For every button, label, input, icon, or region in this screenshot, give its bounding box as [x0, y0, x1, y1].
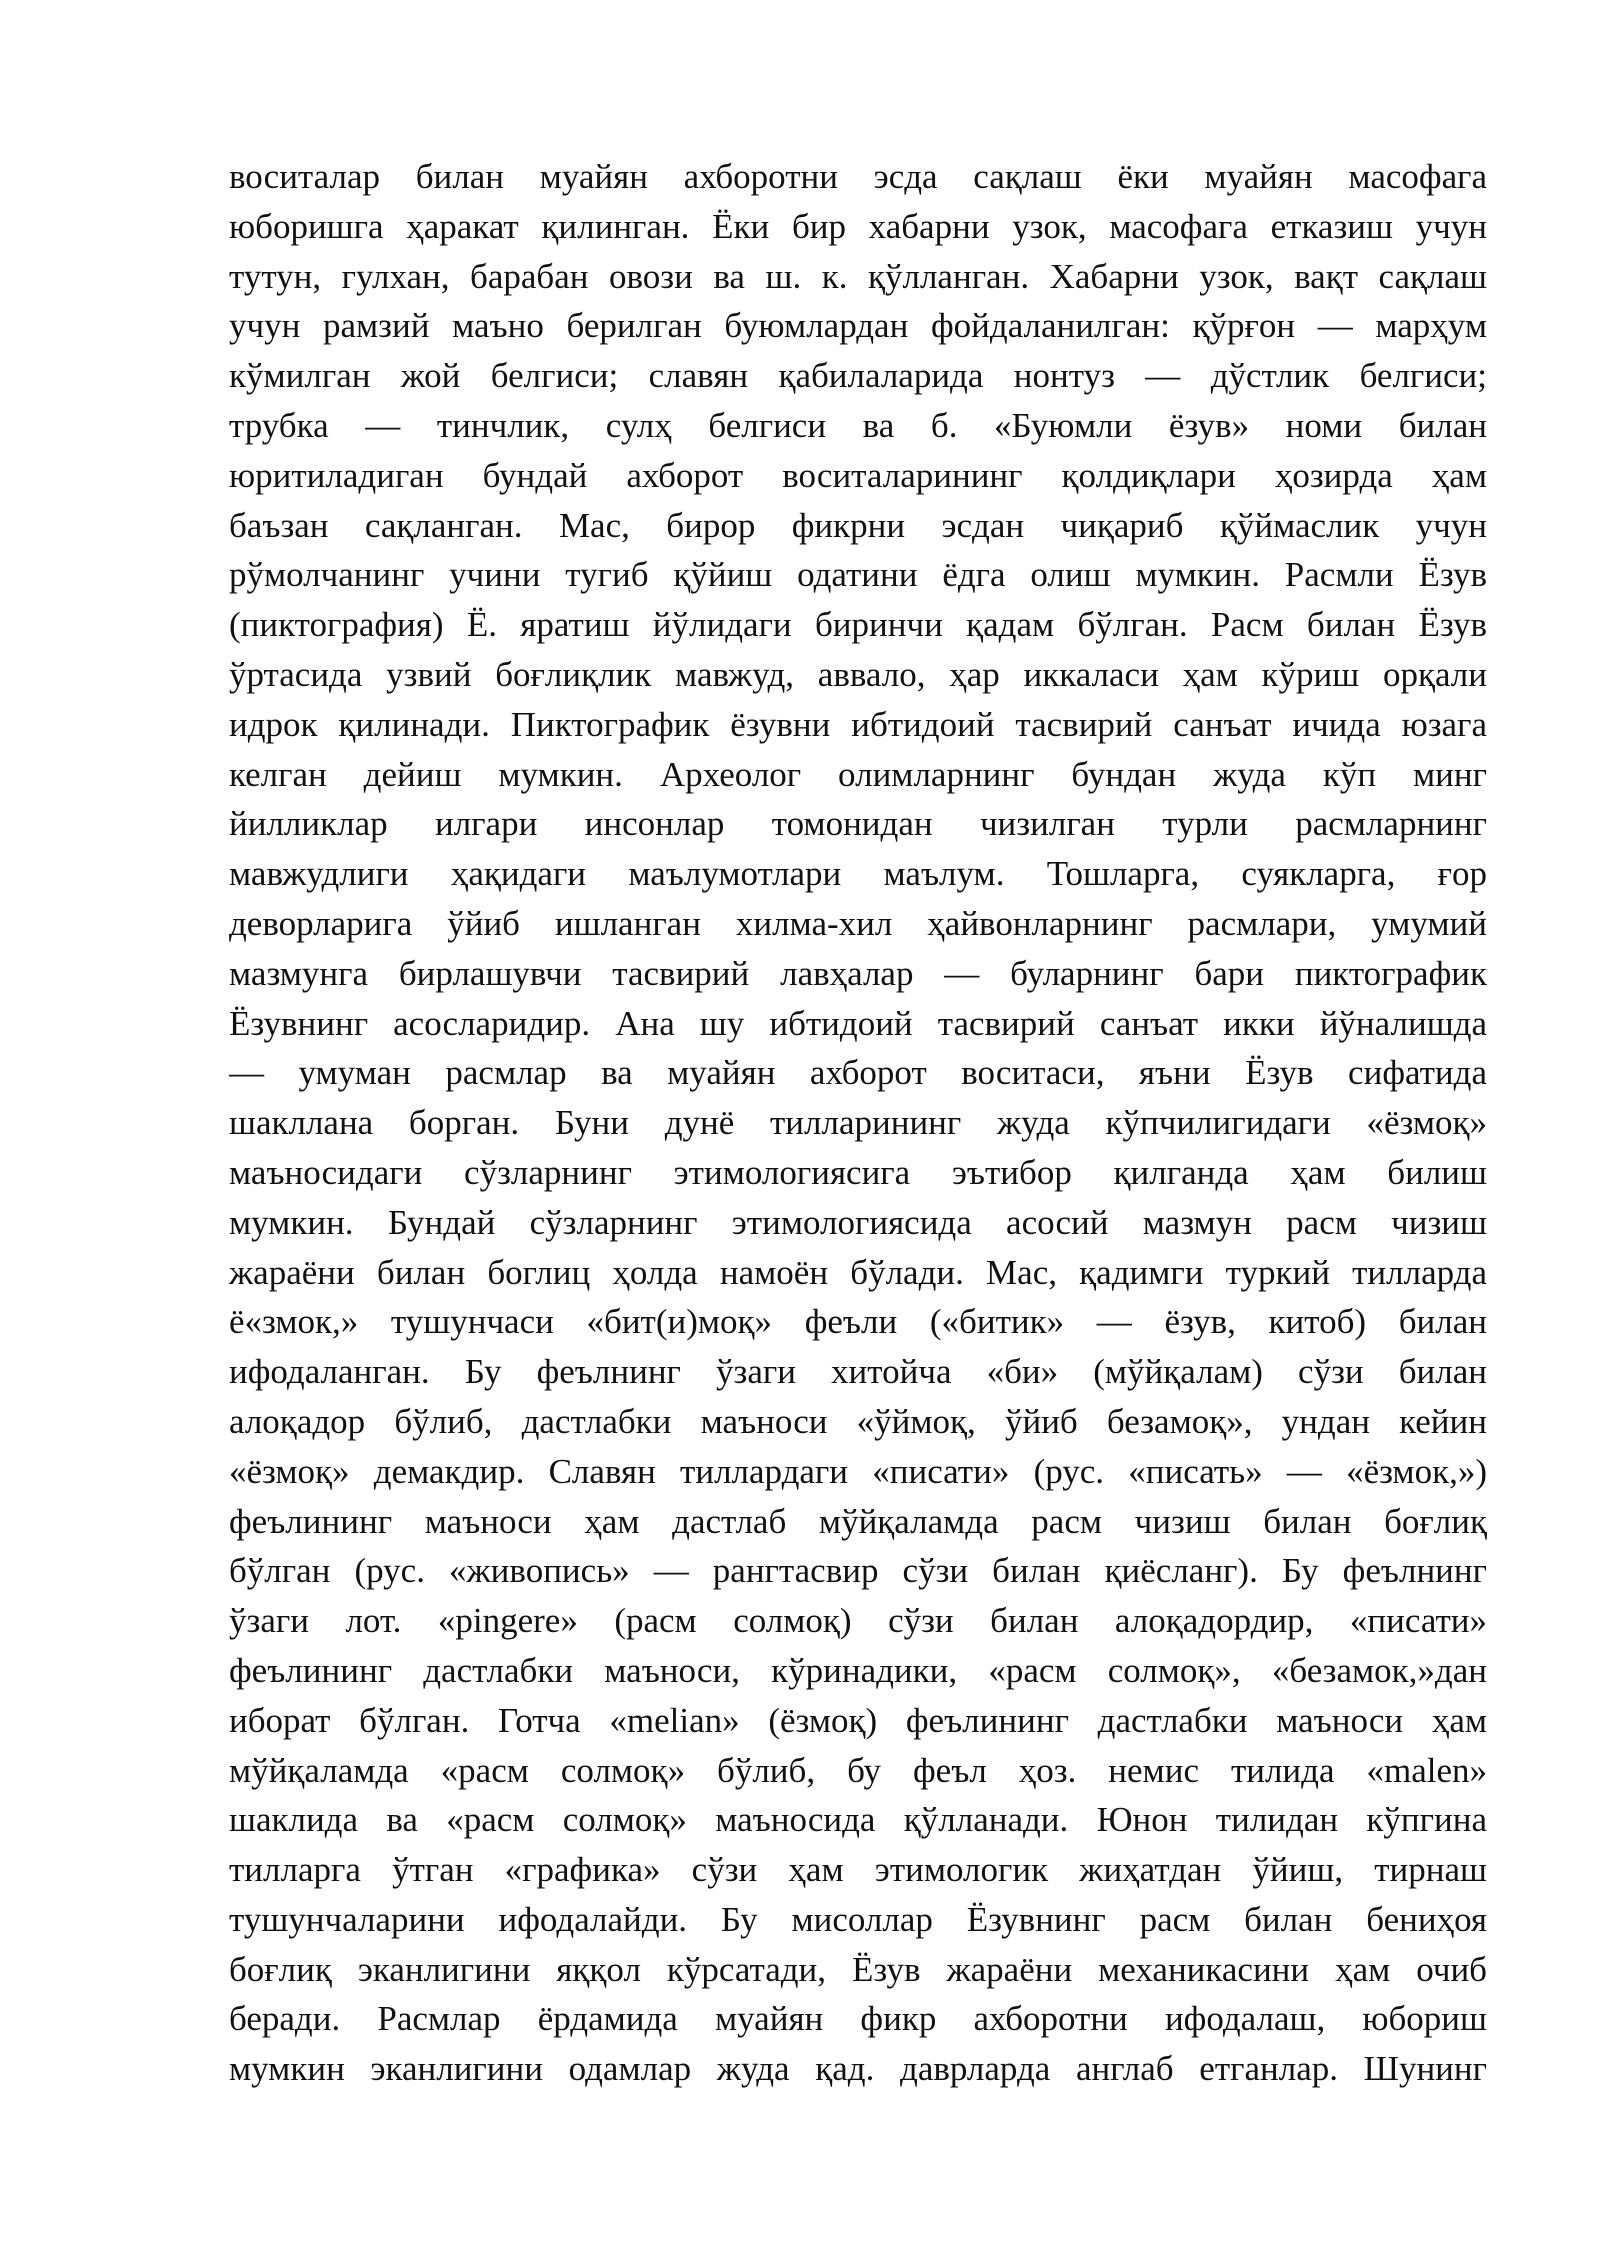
text-line: воситалар билан муайян ахборотни эсда сақлаш ёки муайян масофага — [229, 157, 1487, 196]
text-line: маъносидаги сўзларнинг этимологиясига эътибор қилганда ҳам билиш — [229, 1152, 1487, 1192]
text-line: ифодаланган. Бу феълнинг ўзаги хитойча «би» (мўйқалам) сўзи билан — [229, 1352, 1487, 1392]
text-line: шакллана борган. Буни дунё тилларининг жуда кўпчилигидаги «ёзмоқ» — [229, 1103, 1487, 1143]
text-line: учун рамзий маъно берилган буюмлардан фойдаланилган: қўрғон — марҳум — [229, 306, 1487, 346]
text-line: ўзаги лот. «pingere» (расм солмоқ) сўзи билан алоқадордир, «писати» — [229, 1601, 1487, 1641]
text-line: трубка — тинчлик, сулҳ белгиси ва б. «Буюмли ёзув» номи билан — [229, 405, 1487, 445]
text-line: ўртасида узвий боғлиқлик мавжуд, аввало, ҳар иккаласи ҳам кўриш орқали — [229, 654, 1487, 694]
text-line: мавжудлиги ҳақидаги маълумотлари маълум. Тошларга, суякларга, ғор — [229, 854, 1487, 894]
text-line: деворларига ўйиб ишланган хилма-хил ҳайвонларнинг расмлари, умумий — [229, 903, 1487, 943]
text-line: алоқадор бўлиб, дастлабки маъноси «ўймоқ, ўйиб безамоқ», ундан кейин — [229, 1401, 1487, 1441]
text-line: тилларга ўтган «графика» сўзи ҳам этимологик жиҳатдан ўйиш, тирнаш — [229, 1850, 1487, 1890]
text-line: шаклида ва «расм солмоқ» маъносида қўлланади. Юнон тилидан кўпгина — [229, 1800, 1487, 1840]
text-line: жараёни билан боглиц ҳолда намоён бўлади. Мас, қадимги туркий тилларда — [229, 1252, 1487, 1292]
text-line: иборат бўлган. Готча «melian» (ёзмоқ) феълининг дастлабки маъноси ҳам — [229, 1700, 1487, 1740]
text-line: йилликлар илгари инсонлар томонидан чизилган турли расмларнинг — [229, 804, 1487, 844]
text-line: Ёзувнинг асосларидир. Ана шу ибтидоий тасвирий санъат икки йўналишда — [229, 1003, 1487, 1043]
text-line: боғлиқ эканлигини яққол кўрсатади, Ёзув жараёни механикасини ҳам очиб — [229, 1949, 1487, 1989]
text-line: мазмунга бирлашувчи тасвирий лавҳалар — буларнинг бари пиктографик — [229, 953, 1487, 993]
text-line: кўмилган жой белгиси; славян қабилаларида нонтуз — дўстлик белгиси; — [229, 356, 1487, 396]
text-line: юритиладиган бундай ахборот воситаларининг қолдиқлари ҳозирда ҳам — [229, 455, 1487, 495]
text-line: — умуман расмлар ва муайян ахборот воситаси, яъни Ёзув сифатида — [229, 1053, 1487, 1093]
text-line: мумкин эканлигини одамлар жуда қад. даврларда англаб етганлар. Шунинг — [229, 2049, 1487, 2089]
text-line: мумкин. Бундай сўзларнинг этимологиясида асосий мазмун расм чизиш — [229, 1202, 1487, 1242]
text-line: бўлган (рус. «живопись» — рангтасвир сўзи билан қиёсланг). Бу феълнинг — [229, 1551, 1487, 1591]
text-line: «ёзмоқ» демакдир. Славян тиллардаги «писати» (рус. «писать» — «ёзмок,») — [229, 1451, 1487, 1491]
text-line: идрок қилинади. Пиктографик ёзувни ибтидоий тасвирий санъат ичида юзага — [229, 704, 1487, 744]
text-line: келган дейиш мумкин. Археолог олимларнинг бундан жуда кўп минг — [229, 754, 1487, 794]
text-line: феълининг дастлабки маъноси, кўринадики, «расм солмоқ», «безамок,»дан — [229, 1650, 1487, 1690]
text-line: мўйқаламда «расм солмоқ» бўлиб, бу феъл ҳоз. немис тилида «malen» — [229, 1750, 1487, 1790]
text-line: рўмолчанинг учини тугиб қўйиш одатини ёдга олиш мумкин. Расмли Ёзув — [229, 555, 1487, 595]
text-line: (пиктография) Ё. яратиш йўлидаги биринчи қадам бўлган. Расм билан Ёзув — [229, 605, 1487, 645]
text-line: ё«змок,» тушунчаси «бит(и)моқ» феъли («битик» — ёзув, китоб) билан — [229, 1302, 1487, 1342]
text-line: феълининг маъноси ҳам дастлаб мўйқаламда расм чизиш билан боғлиқ — [229, 1501, 1487, 1541]
text-line: тутун, гулхан, барабан овози ва ш. к. қўлланган. Хабарни узок, вақт сақлаш — [229, 256, 1487, 296]
text-line: беради. Расмлар ёрдамида муайян фикр ахборотни ифодалаш, юбориш — [229, 1999, 1487, 2039]
text-line: юборишга ҳаракат қилинган. Ёки бир хабарни узок, масофага етказиш учун — [229, 206, 1487, 246]
text-line: баъзан сақланган. Мас, бирор фикрни эсдан чиқариб қўймаслик учун — [229, 505, 1487, 545]
text-line: тушунчаларини ифодалайди. Бу мисоллар Ёзувнинг расм билан бениҳоя — [229, 1899, 1487, 1939]
body-paragraph — [229, 152, 1487, 2094]
